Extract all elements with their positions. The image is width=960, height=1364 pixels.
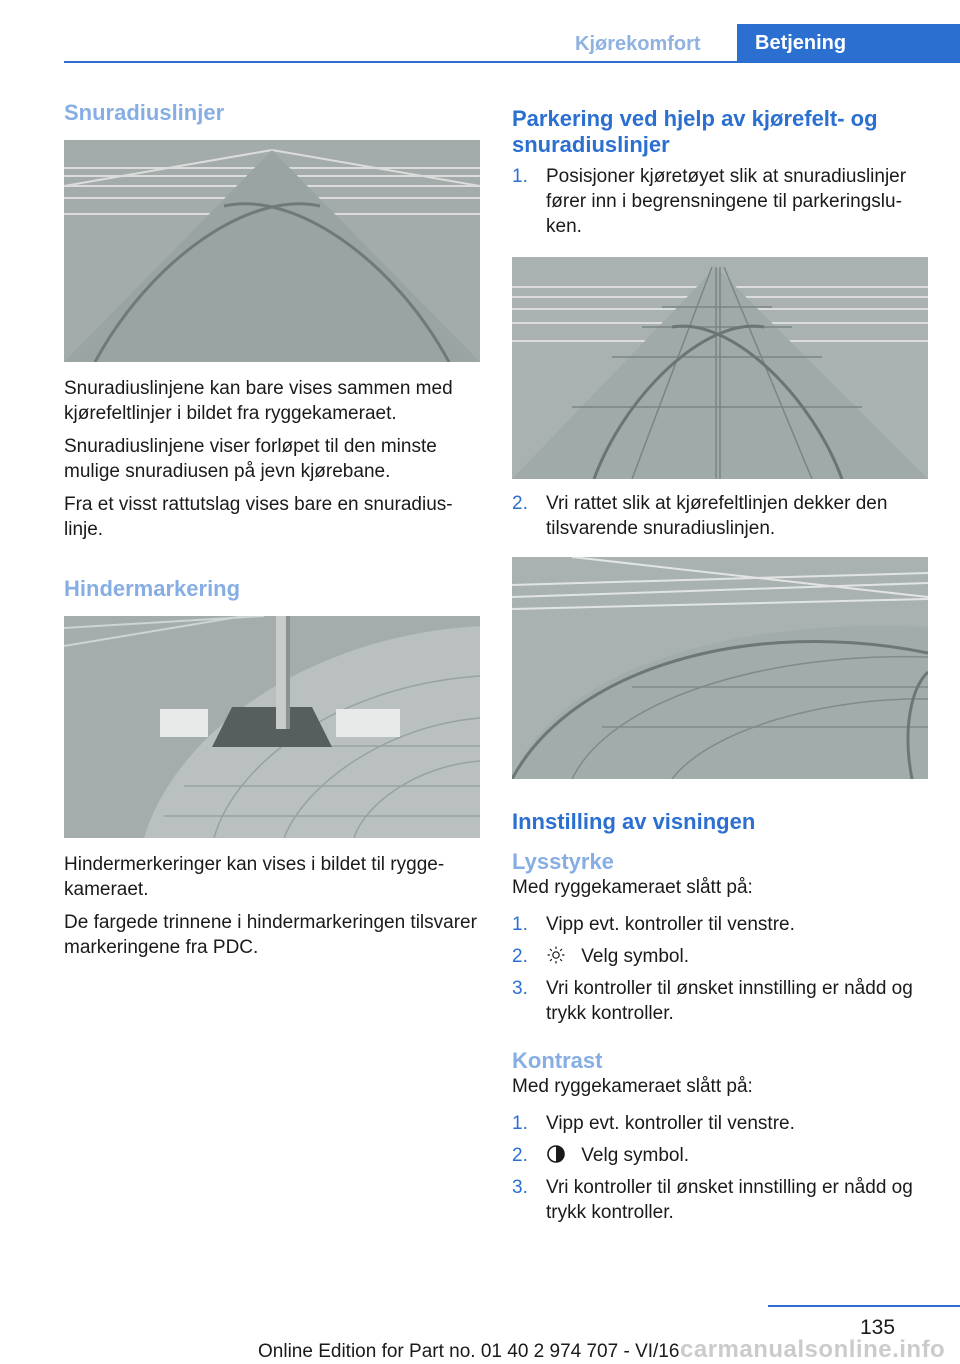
figure-obstacle-marking <box>64 616 480 838</box>
step-number: 1. <box>512 166 528 187</box>
step-text: Vri kontroller til ønsket innstilling er nådd og trykk kontroller. <box>546 978 913 1024</box>
lysstyrke-steps <box>512 912 928 1026</box>
step-text: Velg symbol. <box>581 946 690 967</box>
lysstyrke-step-3 <box>512 976 928 1026</box>
para-snuradius-1: Snuradiuslinjene kan bare vises sammen med kjørefeltlinjer i bildet fra ryggekameraet. <box>64 378 453 424</box>
step-number: 3. <box>512 978 528 999</box>
para-hinder-1: Hindermerkeringer kan vises i bildet til ryggekameraet. <box>64 854 445 900</box>
obstacle-marking-illustration <box>64 616 480 838</box>
step-number: 1. <box>512 1113 528 1134</box>
figure-lane-lines-cover <box>512 557 928 779</box>
parking-steps <box>512 164 928 239</box>
kontrast-steps <box>512 1111 928 1225</box>
heading-snuradiuslinjer: Snuradiuslinjer <box>64 100 225 125</box>
step-text: Vipp evt. kontroller til venstre. <box>546 1113 795 1134</box>
figure-turning-radius-lines <box>64 140 480 362</box>
heading-hindermarkering: Hindermarkering <box>64 576 241 601</box>
page-number: 135 <box>860 1316 896 1339</box>
para-snuradius-3: Fra et visst rattutslag vises bare en snuradiuslinje. <box>64 494 453 540</box>
turning-radius-illustration <box>64 140 480 362</box>
figure-parking-lines <box>512 257 928 479</box>
watermark: carmanualsonline.info <box>680 1336 946 1363</box>
lane-lines-illustration <box>512 557 928 779</box>
step-number: 2. <box>512 493 528 514</box>
edition-text: Online Edition for Part no. 01 40 2 974 707 - VI/16 <box>258 1341 680 1362</box>
para-snuradius-2: Snuradiuslinjene viser forløpet til den minste mulige snuradiusen på jevn kjørebane. <box>64 436 437 482</box>
chapter-tab: Betjening <box>737 24 960 62</box>
footer-rule <box>768 1305 960 1307</box>
contrast-icon <box>546 1144 566 1164</box>
parking-step-1 <box>512 164 928 239</box>
brightness-icon <box>546 945 566 965</box>
parking-step-2 <box>512 491 928 541</box>
kontrast-step-1 <box>512 1111 928 1136</box>
header-rule <box>64 61 960 63</box>
parking-steps-continued <box>512 491 928 541</box>
step-text: Posisjoner kjøretøyet slik at snuradiuslinjer fører inn i begrensningene til parkeringsluken. <box>546 166 907 237</box>
para-hinder-2: De fargede trinnene i hindermarkeringen tilsvarer markeringene fra PDC. <box>64 912 477 958</box>
lysstyrke-step-2 <box>512 944 928 969</box>
heading-parkering: Parkering ved hjelp av kjørefelt- og snuradiuslinjer <box>512 106 878 157</box>
parking-lines-illustration <box>512 257 928 479</box>
right-column <box>512 100 928 1232</box>
step-text: Vri kontroller til ønsket innstilling er nådd og trykk kontroller. <box>546 1177 913 1223</box>
heading-kontrast: Kontrast <box>512 1048 603 1073</box>
lysstyrke-intro: Med ryggekameraet slått på: <box>512 877 753 898</box>
heading-lysstyrke: Lysstyrke <box>512 849 614 874</box>
heading-innstilling: Innstilling av visningen <box>512 809 756 834</box>
kontrast-intro: Med ryggekameraet slått på: <box>512 1076 753 1097</box>
step-number: 2. <box>512 1145 528 1166</box>
step-text: Vipp evt. kontroller til venstre. <box>546 914 795 935</box>
step-number: 1. <box>512 914 528 935</box>
kontrast-step-3 <box>512 1175 928 1225</box>
step-number: 3. <box>512 1177 528 1198</box>
lysstyrke-step-1 <box>512 912 928 937</box>
left-column <box>64 100 480 968</box>
step-text: Velg symbol. <box>581 1145 690 1166</box>
step-text: Vri rattet slik at kjørefeltlinjen dekker den tilsvarende snuradiuslinjen. <box>546 493 888 539</box>
kontrast-step-2 <box>512 1143 928 1168</box>
section-tab: Kjørekomfort <box>575 33 701 55</box>
step-number: 2. <box>512 946 528 967</box>
